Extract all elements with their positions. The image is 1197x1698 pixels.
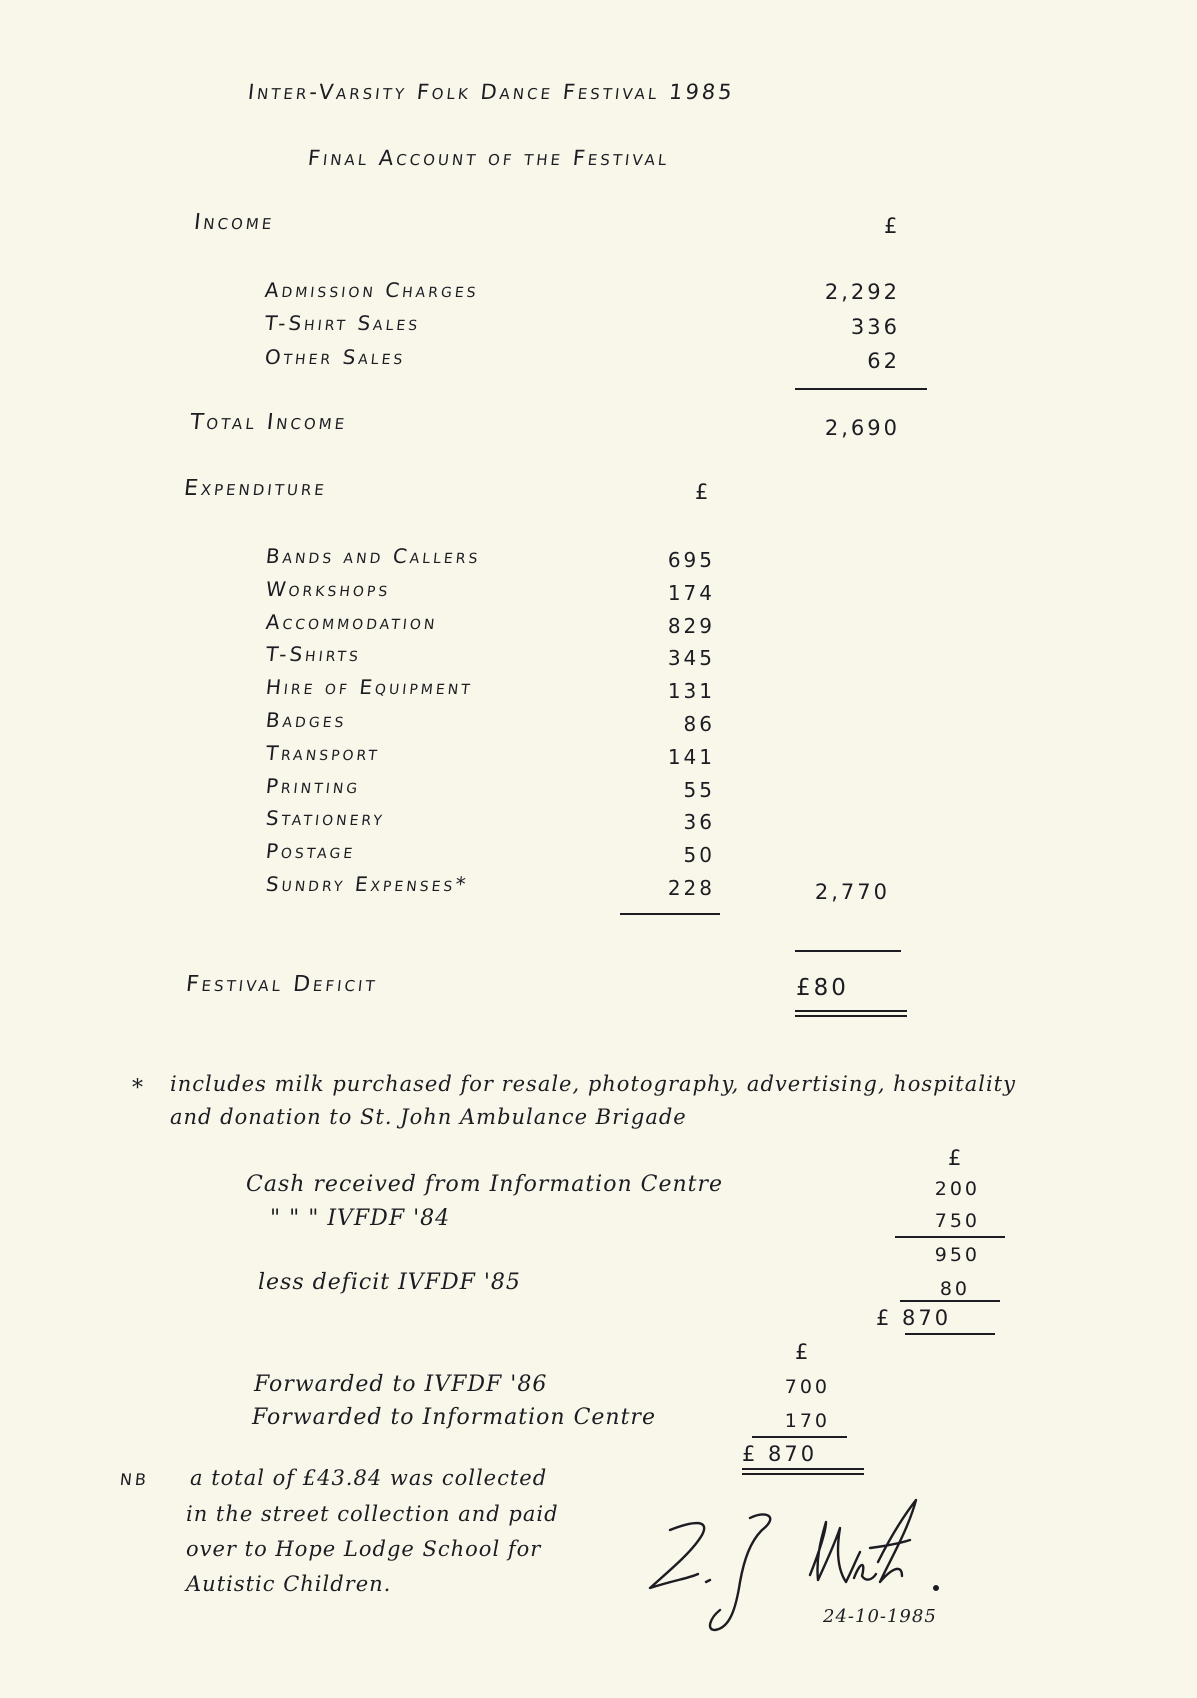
forwarded-row-label: Forwarded to Information Centre (252, 1405, 656, 1430)
expenditure-item-label: Workshops (264, 577, 392, 601)
cash-row-label: " " " IVFDF '84 (270, 1206, 451, 1231)
income-heading: Income (192, 210, 276, 235)
total-income-label: Total Income (188, 410, 349, 435)
cash-net-underline (905, 1333, 995, 1335)
income-item-value: 62 (867, 349, 900, 373)
expenditure-subtotal-rule (620, 913, 720, 915)
expenditure-item-label: Bands and Callers (264, 544, 482, 568)
footnote-line: and donation to St. John Ambulance Brigade (170, 1105, 687, 1129)
document-title: Inter-Varsity Folk Dance Festival 1985 (246, 80, 736, 104)
deficit-value: £80 (796, 975, 849, 1001)
forwarded-total: £ 870 (742, 1442, 818, 1466)
expenditure-item-label: T-Shirts (264, 642, 363, 666)
expenditure-heading: Expenditure (182, 476, 329, 501)
forwarded-row-value: 700 (784, 1376, 830, 1398)
expenditure-item-value: 86 (683, 712, 715, 736)
signature-date: 24-10-1985 (823, 1606, 937, 1627)
deficit-double-rule (795, 1010, 907, 1012)
income-item-label: Other Sales (263, 345, 407, 369)
less-deficit-label: less deficit IVFDF '85 (258, 1270, 521, 1295)
expenditure-item-label: Printing (264, 774, 362, 798)
expenditure-item-label: Badges (264, 708, 348, 732)
cash-net-total: £ 870 (876, 1306, 952, 1330)
less-deficit-value: 80 (939, 1278, 970, 1300)
cash-net-rule (900, 1300, 1000, 1302)
expenditure-item-value: 345 (667, 646, 715, 670)
expenditure-item-value: 131 (667, 679, 715, 703)
expenditure-item-value: 829 (667, 614, 715, 638)
expenditure-item-label: Postage (264, 839, 357, 863)
expenditure-item-value: 228 (667, 876, 715, 900)
income-item-label: T-Shirt Sales (263, 311, 422, 335)
total-income-value: 2,690 (824, 416, 900, 440)
cash-row-value: 200 (934, 1178, 980, 1200)
expenditure-currency: £ (695, 480, 712, 504)
cash-subtotal-value: 950 (934, 1244, 980, 1266)
expenditure-item-value: 50 (683, 843, 715, 867)
expenditure-item-label: Sundry Expenses* (264, 872, 470, 896)
cash-currency: £ (948, 1146, 965, 1170)
nb-marker: NB (119, 1470, 150, 1489)
expenditure-total-value: 2,770 (814, 880, 890, 904)
cash-subtotal-rule (895, 1236, 1005, 1238)
expenditure-item-label: Accommodation (264, 610, 439, 634)
expenditure-item-label: Transport (264, 741, 382, 765)
income-subtotal-rule (795, 388, 927, 390)
footnote-line: includes milk purchased for resale, photography, advertising, hospitality (170, 1072, 1016, 1096)
forwarded-subtotal-rule (752, 1436, 847, 1438)
nb-line: a total of £43.84 was collected (190, 1466, 548, 1490)
deficit-rule-top (795, 950, 901, 952)
expenditure-item-value: 174 (667, 581, 715, 605)
expenditure-item-value: 141 (667, 745, 715, 769)
expenditure-item-label: Hire of Equipment (264, 675, 475, 699)
nb-line: in the street collection and paid (186, 1502, 559, 1526)
nb-line: over to Hope Lodge School for (186, 1537, 542, 1561)
forwarded-double-rule (742, 1468, 864, 1470)
forwarded-row-value: 170 (784, 1410, 830, 1432)
income-item-value: 336 (850, 315, 900, 339)
deficit-double-rule (795, 1015, 907, 1017)
income-item-label: Admission Charges (263, 278, 481, 302)
nb-line: Autistic Children. (186, 1572, 392, 1596)
forwarded-double-rule (742, 1473, 864, 1475)
cash-row-label: Cash received from Information Centre (246, 1172, 724, 1197)
forwarded-currency: £ (795, 1340, 812, 1364)
deficit-label: Festival Deficit (184, 972, 380, 997)
income-currency: £ (884, 214, 901, 238)
expenditure-item-value: 55 (683, 778, 715, 802)
document-subtitle: Final Account of the Festival (306, 146, 671, 170)
income-item-value: 2,292 (824, 280, 900, 304)
cash-row-value: 750 (934, 1210, 980, 1232)
expenditure-item-value: 695 (667, 548, 715, 572)
footnote-marker: * (132, 1076, 144, 1101)
forwarded-row-label: Forwarded to IVFDF '86 (254, 1372, 548, 1397)
expenditure-item-value: 36 (683, 810, 715, 834)
expenditure-item-label: Stationery (264, 806, 387, 830)
